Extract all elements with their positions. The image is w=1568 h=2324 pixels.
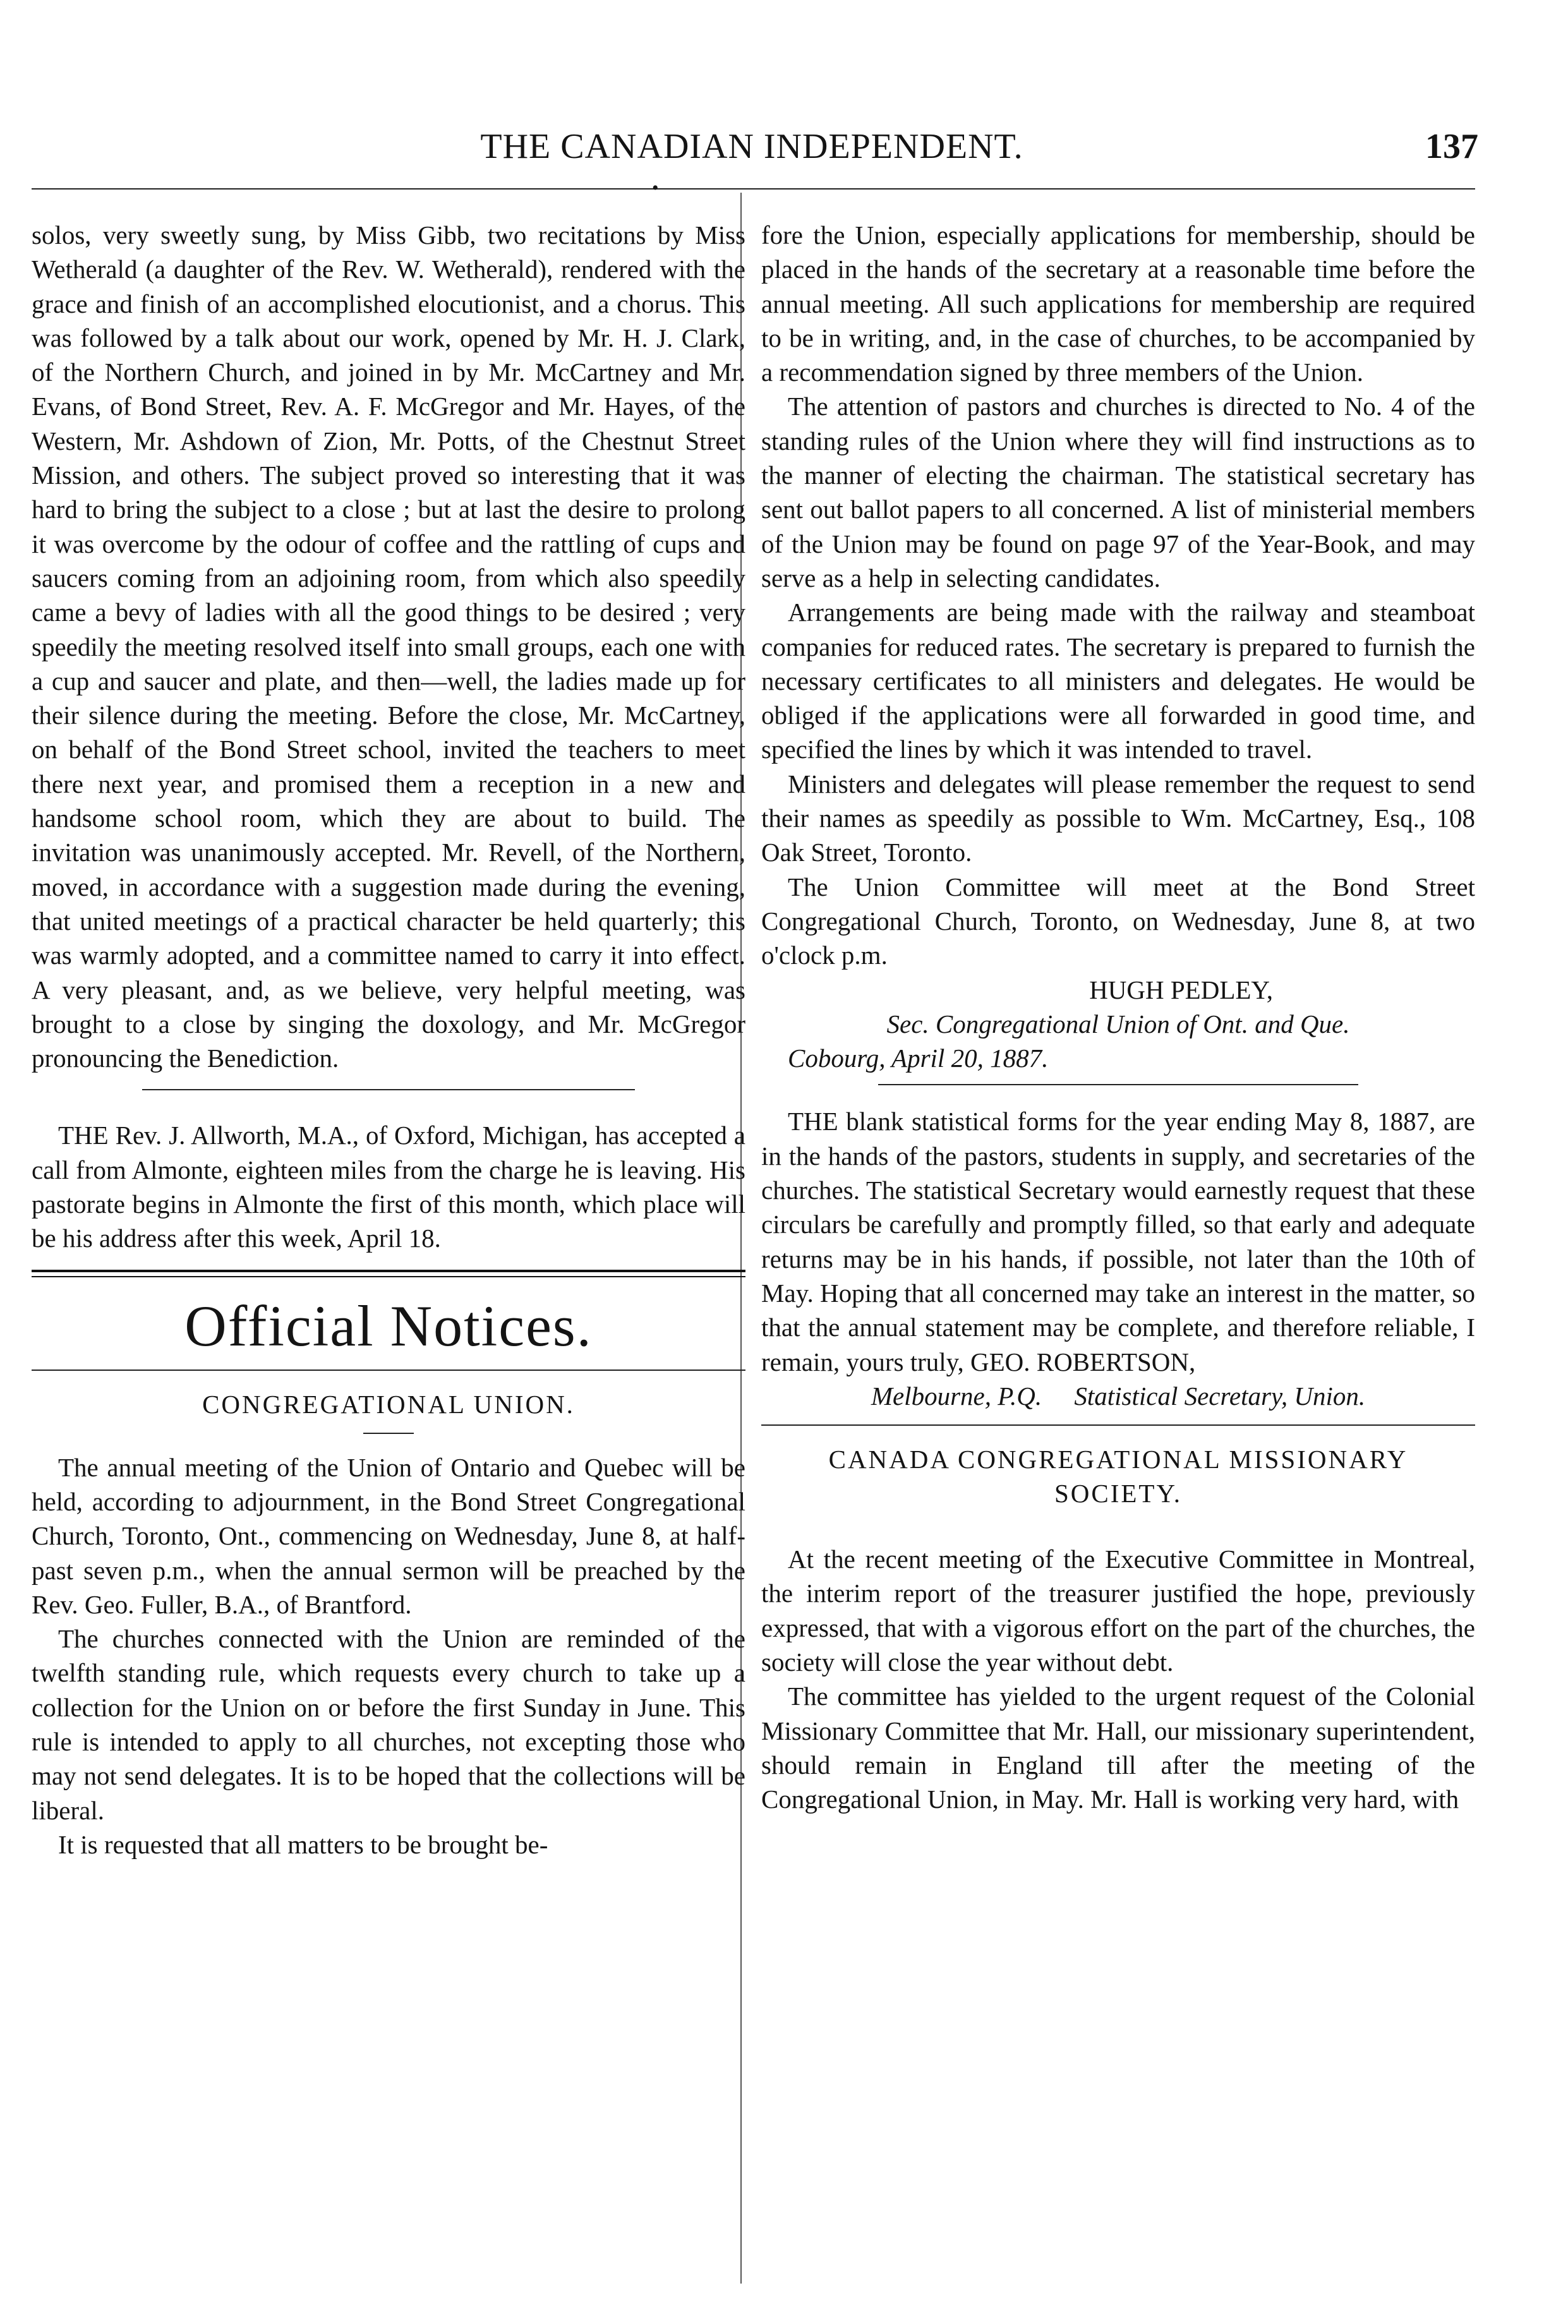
section-rule — [32, 1370, 745, 1371]
signature-name: HUGH PEDLEY, — [1089, 975, 1273, 1004]
double-rule-top — [32, 1270, 745, 1272]
running-title: THE CANADIAN INDEPENDENT. — [480, 127, 1023, 166]
signature-line — [761, 1379, 1475, 1413]
section-title: Official Notices. — [184, 1293, 593, 1358]
signature-place: Melbourne, P.Q. — [871, 1381, 1042, 1411]
subheading: CANADA CONGREGATIONAL MISSIONARY SOCIETY. — [828, 1445, 1408, 1508]
paragraph: The committee has yielded to the urgent request of the Colonial Missionary Committee that Mr. Hall, our missionary superintendent, should remain in England till after the meeting of the Congregational Union, in May. Mr. Hall is working very hard, with — [761, 1682, 1475, 1814]
paragraph: fore the Union, especially applications for membership, should be placed in the hands of the secretary at a reasonable time before the annual meeting. All such applications for membership are required to be in writing, and, in the case of churches, to be accompanied by a recommendation signed by three members of the Union. — [761, 220, 1475, 387]
paragraph: The attention of pastors and churches is directed to No. 4 of the standing rules of the Union where they will find instructions as to the manner of electing the chairman. The statistical secretary has sent out ballot papers to all concerned. A list of ministerial members of the Union may be found on page 97 of the Year-Book, and may serve as a help in selecting candidates. — [761, 392, 1475, 593]
double-rule-bottom — [32, 1276, 745, 1277]
paragraph: At the recent meeting of the Executive Committee in Montreal, the interim report of the treasurer justified the hope, previously expressed, that with a vigorous effort on the part of the churches, the society will close the year without debt. — [761, 1544, 1475, 1677]
section-rule — [142, 1089, 635, 1090]
paragraph-text: blank statistical forms for the year ending May 8, 1887, are in the hands of the pastors, students in supply, and secretaries of the churches. The statistical Secretary would earnestly request that these circulars be carefully and promptly filled, so that early and adequate returns may be in his hands, if possible, not later than the 10th of May. Hoping that all concerned may take an interest in the matter, so that the annual statement may be complete, and therefore reliable, I remain, yours truly, — [761, 1107, 1475, 1376]
paragraph-text: Rev. J. Allworth, M.A., of Oxford, Michigan, has accepted a call from Almonte, eighteen miles from the charge he is leaving. His pastorate begins in Almonte the first of this month, which place will be his address after this week, April 18. — [32, 1121, 745, 1253]
signature-title: Statistical Secretary, Union. — [1074, 1381, 1366, 1411]
left-column — [32, 218, 745, 1862]
paragraph: Arrangements are being made with the railway and steamboat companies for reduced rates. The secretary is prepared to furnish the necessary certificates to all ministers and delegates. He would be obliged if the applications were all forwarded in good time, and specified the lines by which it was intended to travel. — [761, 598, 1475, 764]
paragraph — [32, 1118, 745, 1255]
page-header — [25, 120, 1478, 171]
section-rule — [878, 1084, 1358, 1085]
lead-word: THE — [58, 1121, 109, 1150]
header-ornament-dot: • — [652, 178, 659, 198]
paragraph: Ministers and delegates will please remember the request to send their names as speedily as possible to Wm. McCartney, Esq., 108 Oak Street, Toronto. — [761, 769, 1475, 867]
section-rule — [761, 1424, 1475, 1426]
header-rule — [32, 188, 1475, 190]
spacer — [761, 1510, 1475, 1542]
page-number: 137 — [1425, 127, 1478, 166]
signature-date: Cobourg, April 20, 1887. — [788, 1044, 1049, 1073]
subheading: CONGREGATIONAL UNION. — [202, 1389, 575, 1419]
signature-title: Sec. Congregational Union of Ont. and Que. — [886, 1009, 1350, 1039]
paragraph: solos, very sweetly sung, by Miss Gibb, two recitations by Miss Wetherald (a daughter of the Rev. W. Wetherald), rendered with the grace and finish of an accomplished elocutionist, and a chorus. This was followed by a talk about our work, opened by Mr. H. J. Clark, of the Northern Church, and joined in by Mr. McCartney and Mr. Evans, of Bond Street, Rev. A. F. McGregor and Mr. Hayes, of the Western, Mr. Ashdown of Zion, Mr. Potts, of the Chestnut Street Mission, and others. The subject proved so interesting that it was hard to bring the subject to a close ; but at last the desire to prolong it was overcome by the odour of coffee and the rattling of cups and saucers coming from an adjoining room, from which also speedily came a bevy of ladies with all the good things to be desired ; very speedily the meeting resolved itself into small groups, each one with a cup and saucer and plate, and then—well, the ladies made up for their silence during the meeting. Before the close, Mr. McCartney, on behalf of the Bond Street school, invited the teachers to meet there next year, and promised them a reception in a new and handsome school room, which they are about to build. The invitation was unanimously accepted. Mr. Revell, of the Northern, moved, in accordance with a suggestion made during the evening, that united meetings of a practical character be held quarterly; this was warmly adopted, and a committee named to carry it into effect. A very pleasant, and, as we believe, very helpful meeting, was brought to a close by singing the doxology, and Mr. McGregor pronouncing the Benediction. — [32, 220, 745, 1073]
paragraph: The churches connected with the Union are reminded of the twelfth standing rule, which requests every church to take up a collection for the Union on or before the first Sunday in June. This rule is intended to apply to all churches, not excepting those who may not send delegates. It is to be hoped that the collections will be liberal. — [32, 1624, 745, 1825]
paragraph: It is requested that all matters to be brought be- — [58, 1829, 548, 1859]
right-column — [761, 218, 1475, 1816]
paragraph — [761, 1104, 1475, 1378]
paragraph: The Union Committee will meet at the Bond Street Congregational Church, Toronto, on Wednesday, June 8, at two o'clock p.m. — [761, 872, 1475, 970]
subheading-rule — [363, 1433, 414, 1434]
paragraph: The annual meeting of the Union of Ontario and Quebec will be held, according to adjournment, in the Bond Street Congregational Church, Toronto, Ont., commencing on Wednesday, June 8, at half-past seven p.m., when the annual sermon will be preached by the Rev. Geo. Fuller, B.A., of Brantford. — [32, 1452, 745, 1619]
signature-name: GEO. ROBERTSON, — [970, 1347, 1196, 1376]
lead-word: THE — [788, 1107, 838, 1136]
